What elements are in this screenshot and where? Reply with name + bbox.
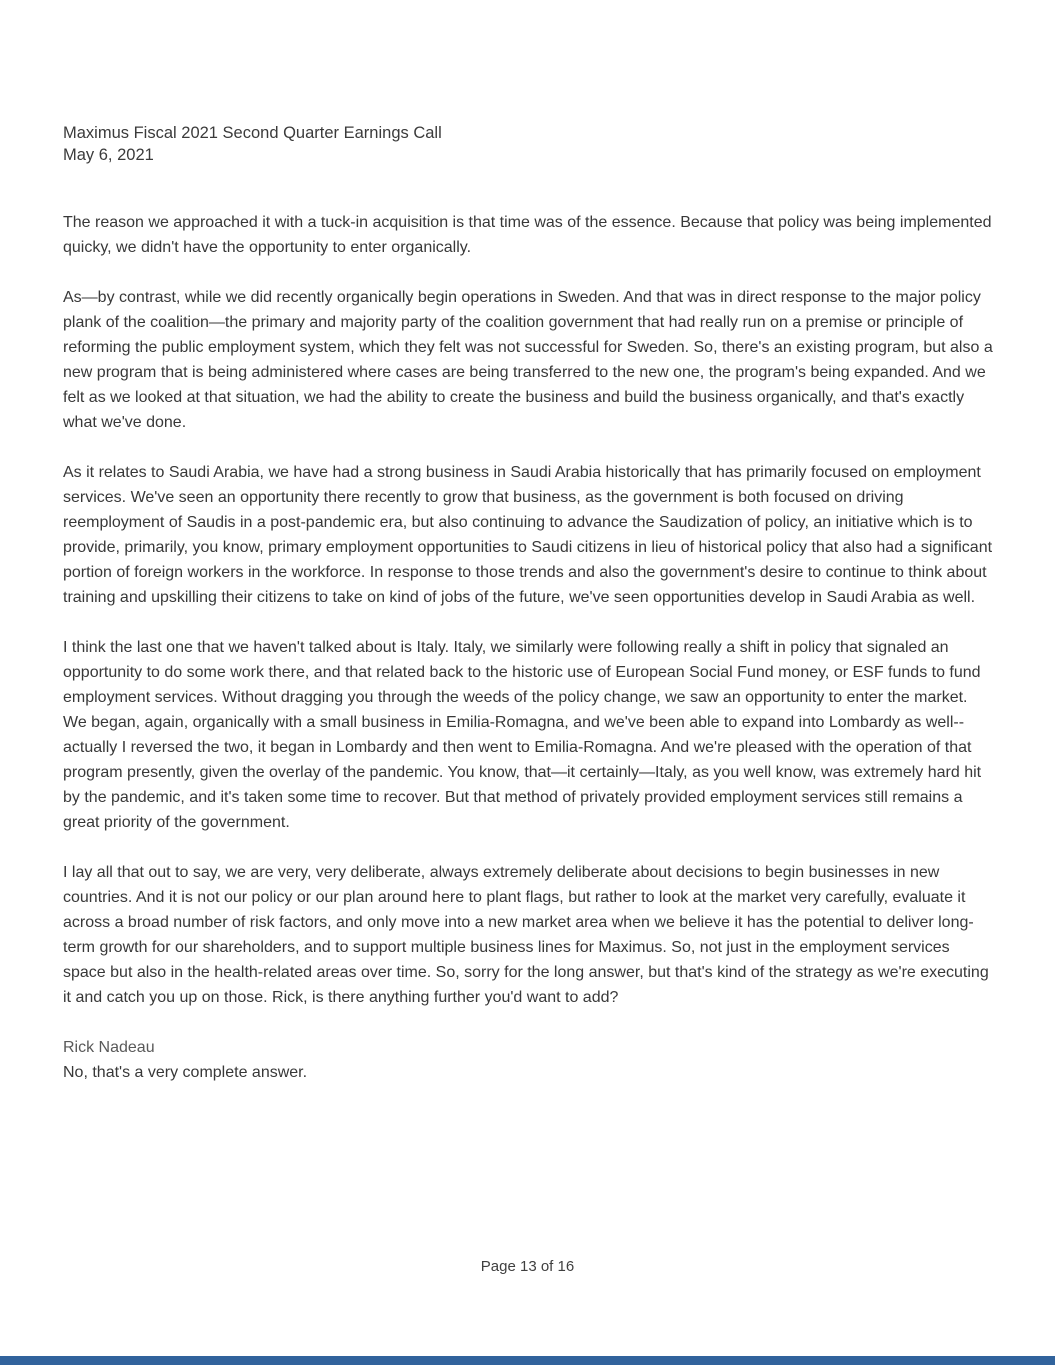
- speaker-block: [63, 1035, 995, 1085]
- transcript-paragraph: As it relates to Saudi Arabia, we have had a strong business in Saudi Arabia historically that has primarily focused on employment services. We've seen an opportunity there recently to grow that business, as the government is both focused on driving reemployment of Saudis in a post-pandemic era, but also continuing to advance the Saudization of policy, an initiative which is to provide, primarily, you know, primary employment opportunities to Saudi citizens in lieu of historical policy that also had a significant portion of foreign workers in the workforce. In response to those trends and also the government's desire to continue to think about training and upskilling their citizens to take on kind of jobs of the future, we've seen opportunities develop in Saudi Arabia as well.: [63, 464, 993, 606]
- transcript-paragraph: I lay all that out to say, we are very, very deliberate, always extremely deliberate about decisions to begin businesses in new countries. And it is not our policy or our plan around here to plant flags, but rather to look at the market very carefully, evaluate it across a broad number of risk factors, and only move into a new market area when we believe it has the potential to deliver long-term growth for our shareholders, and to support multiple business lines for Maximus. So, not just in the employment services space but also in the health-related areas over time. So, sorry for the long answer, but that's kind of the strategy as we're executing it and catch you up on those. Rick, is there anything further you'd want to add?: [63, 864, 989, 1006]
- bottom-accent-bar: [0, 1356, 1055, 1365]
- document-title: Maximus Fiscal 2021 Second Quarter Earnings Call: [63, 124, 442, 142]
- transcript-body: [63, 210, 995, 1085]
- transcript-paragraph: I think the last one that we haven't talked about is Italy. Italy, we similarly were following really a shift in policy that signaled an opportunity to do some work there, and that related back to the historic use of European Social Fund money, or ESF funds to fund employment services. Without dragging you through the weeds of the policy change, we saw an opportunity to enter the market. We began, again, organically with a small business in Emilia-Romagna, and we've been able to expand into Lombardy as well--actually I reversed the two, it began in Lombardy and then went to Emilia-Romagna. And we're pleased with the operation of that program presently, given the overlay of the pandemic. You know, that—it certainly—Italy, as you well know, was extremely hard hit by the pandemic, and it's taken some time to recover. But that method of privately provided employment services still remains a great priority of the government.: [63, 639, 982, 831]
- document-header: [63, 122, 995, 166]
- document-date: May 6, 2021: [63, 146, 154, 164]
- page-number: Page 13 of 16: [480, 1258, 575, 1275]
- speaker-line: No, that's a very complete answer.: [63, 1064, 308, 1081]
- transcript-paragraph: As—by contrast, while we did recently organically begin operations in Sweden. And that was in direct response to the major policy plank of the coalition—the primary and majority party of the coalition government that had really run on a premise or principle of reforming the public employment system, which they felt was not successful for Sweden. So, there's an existing program, but also a new program that is being administered where cases are being transferred to the new one, the program's being expanded. And we felt as we looked at that situation, we had the ability to create the business and build the business organically, and that's exactly what we've done.: [63, 289, 993, 431]
- document-page: [63, 122, 995, 1085]
- transcript-paragraph: The reason we approached it with a tuck-in acquisition is that time was of the essence. Because that policy was being implemented quicky, we didn't have the opportunity to enter organically.: [63, 214, 992, 256]
- speaker-name: Rick Nadeau: [63, 1039, 155, 1056]
